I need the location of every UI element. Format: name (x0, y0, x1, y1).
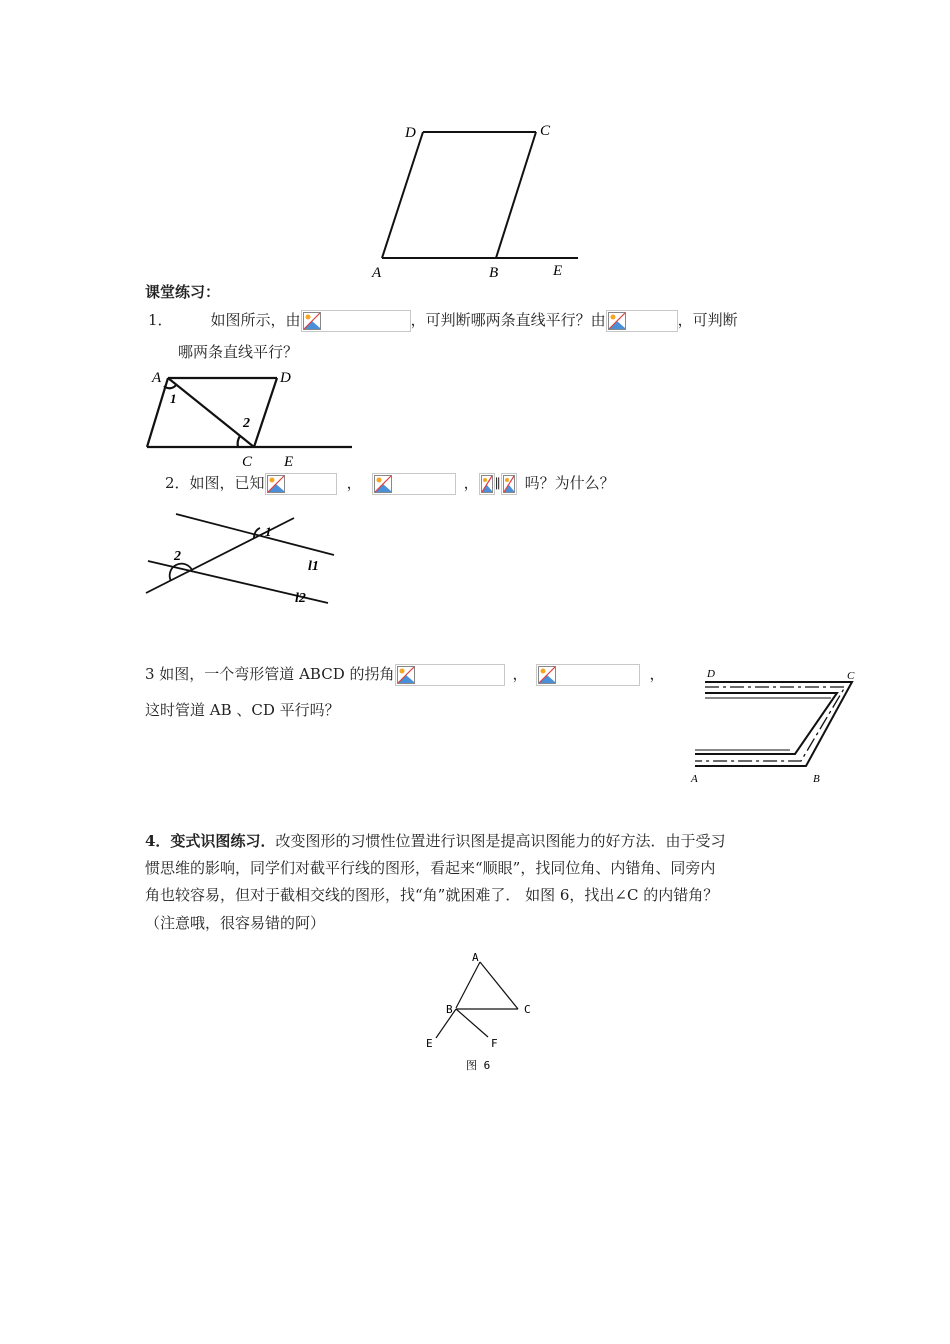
label-B: B (489, 265, 499, 281)
question-4-text-1: 改变图形的习惯性位置进行识图是提高识图能力的好方法．由于受习 (275, 832, 726, 850)
label-2: 2 (174, 549, 181, 564)
question-2-line (165, 473, 615, 495)
label-E: E (284, 454, 294, 470)
broken-image-icon (267, 475, 285, 493)
question-3-text-a: 3 如图，一个弯形管道 ABCD 的拐角 (145, 665, 395, 683)
image-placeholder (479, 473, 495, 495)
question-2-text-a: 如图，已知 (189, 474, 265, 492)
broken-image-icon (374, 475, 392, 493)
question-1-number: 1． (148, 311, 173, 329)
question-3-sep-1: ， (512, 665, 528, 683)
label-D: D (405, 125, 416, 141)
question-2-sep-2: ， (463, 474, 479, 492)
image-placeholder (501, 473, 517, 495)
broken-image-icon (303, 312, 321, 330)
broken-image-icon (503, 475, 515, 493)
label-l2: l2 (295, 591, 306, 606)
label-l1: l1 (308, 559, 319, 574)
question-2-text-b: 吗？为什么？ (524, 474, 615, 492)
broken-image-icon (608, 312, 626, 330)
label-2: 2 (243, 416, 250, 431)
image-placeholder (301, 310, 411, 332)
label-B: B (813, 773, 820, 785)
image-placeholder (265, 473, 337, 495)
label-A: A (691, 773, 698, 785)
question-1-text-c: ，可判断 (677, 311, 738, 329)
image-placeholder (606, 310, 678, 332)
question-4-line-3: 角也较容易，但对于截相交线的图形，找“角”就困难了． 如图 6，找出∠C 的内错角？ (145, 886, 719, 904)
figure-parallelogram (360, 118, 590, 283)
figure-question-1 (140, 366, 360, 474)
parallel-symbol: ∥ (494, 477, 501, 492)
question-3-line-1 (145, 664, 665, 686)
figure-caption: 图 6 (466, 1059, 491, 1072)
question-4-title: 4．变式识图练习． (145, 832, 276, 850)
label-E: E (553, 263, 563, 279)
broken-image-icon (481, 475, 493, 493)
image-placeholder (395, 664, 505, 686)
figure-question-2 (140, 505, 340, 610)
question-3-line-2: 这时管道 AB 、CD 平行吗？ (145, 701, 340, 719)
figure-pipe (685, 662, 865, 790)
image-placeholder (536, 664, 640, 686)
image-placeholder (372, 473, 456, 495)
question-1-text-a: 如图所示，由 (210, 311, 301, 329)
label-1: 1 (265, 524, 272, 539)
label-D: D (280, 370, 291, 386)
label-1: 1 (170, 391, 177, 406)
figure-6 (418, 948, 548, 1078)
label-B: B (446, 1003, 453, 1016)
question-2-number: 2． (165, 474, 190, 492)
label-E: E (426, 1037, 433, 1050)
question-1-text-b: ，可判断哪两条直线平行？由 (410, 311, 606, 329)
broken-image-icon (397, 666, 415, 684)
question-4-line-1 (145, 831, 725, 851)
question-2-sep-1: ， (346, 474, 362, 492)
label-A: A (472, 951, 479, 964)
label-F: F (491, 1037, 498, 1050)
label-C: C (847, 670, 855, 682)
question-4-line-4: （注意哦，很容易错的阿） (145, 914, 326, 932)
question-3-sep-2: ， (649, 665, 665, 683)
section-title: 课堂练习： (145, 283, 221, 301)
label-C: C (524, 1003, 531, 1016)
question-4-line-2: 惯思维的影响，同学们对截平行线的图形，看起来“顺眼”，找同位角、内错角、同旁内 (145, 859, 716, 877)
label-A: A (152, 370, 162, 386)
label-C: C (540, 123, 551, 139)
label-D: D (707, 668, 715, 680)
question-1-line-1 (148, 310, 738, 332)
label-A: A (372, 265, 382, 281)
broken-image-icon (538, 666, 556, 684)
question-1-line-2: 哪两条直线平行？ (178, 343, 299, 361)
label-C: C (242, 454, 253, 470)
